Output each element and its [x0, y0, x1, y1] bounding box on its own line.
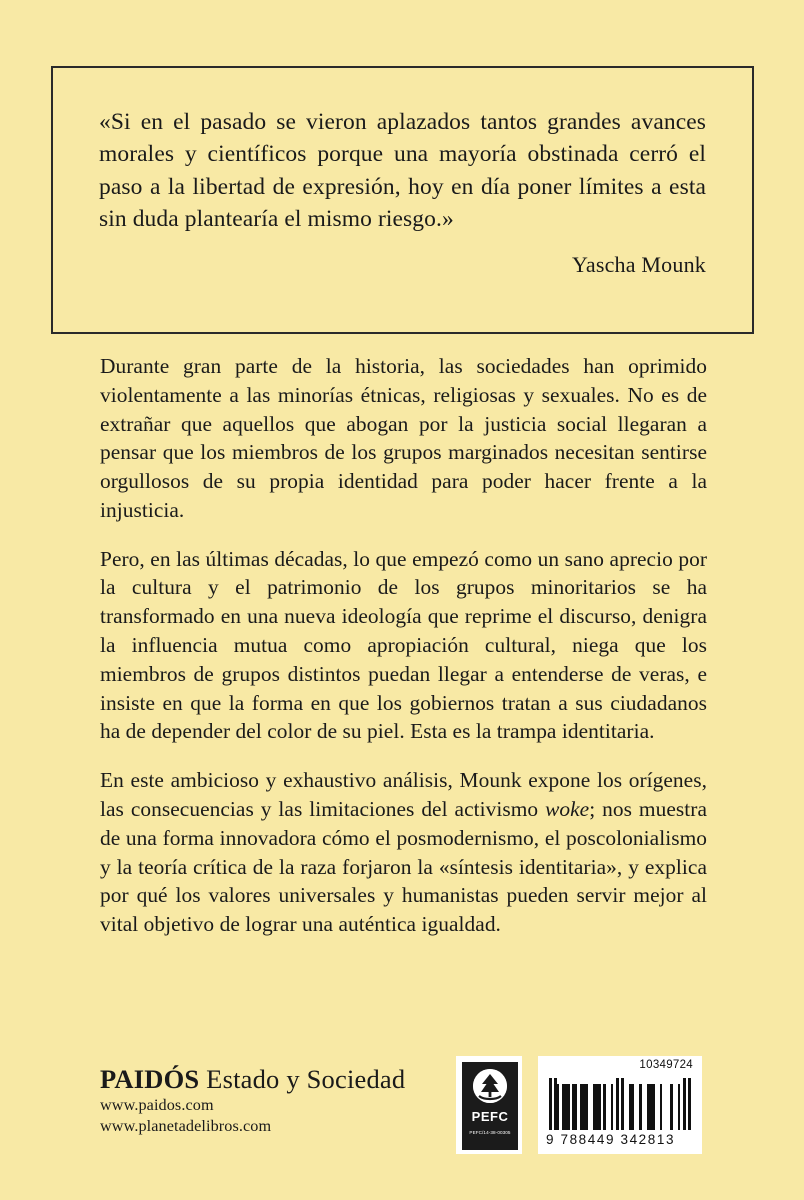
barcode-icon — [549, 1078, 691, 1130]
pefc-label: PEFC — [471, 1109, 509, 1124]
barcode-digits: 9 788449 342813 — [546, 1132, 676, 1147]
quote-inner — [53, 68, 752, 278]
pefc-tree-icon — [473, 1069, 507, 1103]
blurb-paragraph-3-part-2: ; nos muestra de una forma innovadora cómo el posmodernismo, el poscolonialismo y la teoría crítica de la raza forjaron la «síntesis identitaria», y explica por qué los valores universales y humanistas pueden servir mejor al vital objetivo de lograr una auténtica igualdad. — [100, 796, 707, 937]
quote-attribution: Yascha Mounk — [571, 251, 706, 277]
quote-text: «Si en el pasado se vieron aplazados tantos grandes avances morales y científicos porque una mayoría obstinada cerró el paso a la libertad de expresión, hoy en día poner límites a esta sin duda plantearía el mismo riesgo.» — [99, 109, 706, 233]
publisher-url-paidos[interactable]: www.paidos.com — [100, 1096, 214, 1114]
blurb-paragraph-3-italic-term: woke — [545, 796, 590, 821]
blurb-paragraph-3-part-1: En este ambicioso y exhaustivo análisis, Mounk expone los orígenes, las consecuencias y las limitaciones del activismo — [100, 768, 707, 821]
blurb-paragraph-2: Pero, en las últimas décadas, lo que empezó como un sano aprecio por la cultura y el patrimonio de los grupos minoritarios se ha transformado en una nueva ideología que reprime el discurso, denigra la influencia mutua como apropiación cultural, niega que los miembros de grupos distintos puedan llegar a entenderse de veras, e insiste en que la forma en que los gobiernos tratan a sus ciudadanos ha de depender del color de su piel. Esta es la trampa identitaria. — [100, 546, 707, 744]
blurb — [100, 352, 707, 939]
pefc-logo-inner — [462, 1062, 518, 1150]
imprint-collection: Estado y Sociedad — [199, 1064, 406, 1094]
imprint-brand: PAIDÓS — [100, 1064, 200, 1094]
barcode-top-number: 10349724 — [639, 1059, 693, 1071]
publisher-url-planetadelibros[interactable]: www.planetadelibros.com — [100, 1116, 272, 1135]
blurb-paragraph-3 — [100, 766, 707, 939]
pefc-code: PEFC/14-38-00305 — [469, 1130, 511, 1135]
pefc-logo — [456, 1056, 522, 1154]
blurb-paragraph-1: Durante gran parte de la historia, las sociedades han oprimido violentamente a las minorías étnicas, religiosas y sexuales. No es de extrañar que aquellos que abogan por la justicia social llegaran a pensar que los miembros de los grupos marginados necesitan sentirse orgullosos de su propia identidad para poder hacer frente a la injusticia. — [100, 354, 707, 522]
quote-box — [51, 66, 754, 334]
barcode-block — [538, 1056, 702, 1154]
